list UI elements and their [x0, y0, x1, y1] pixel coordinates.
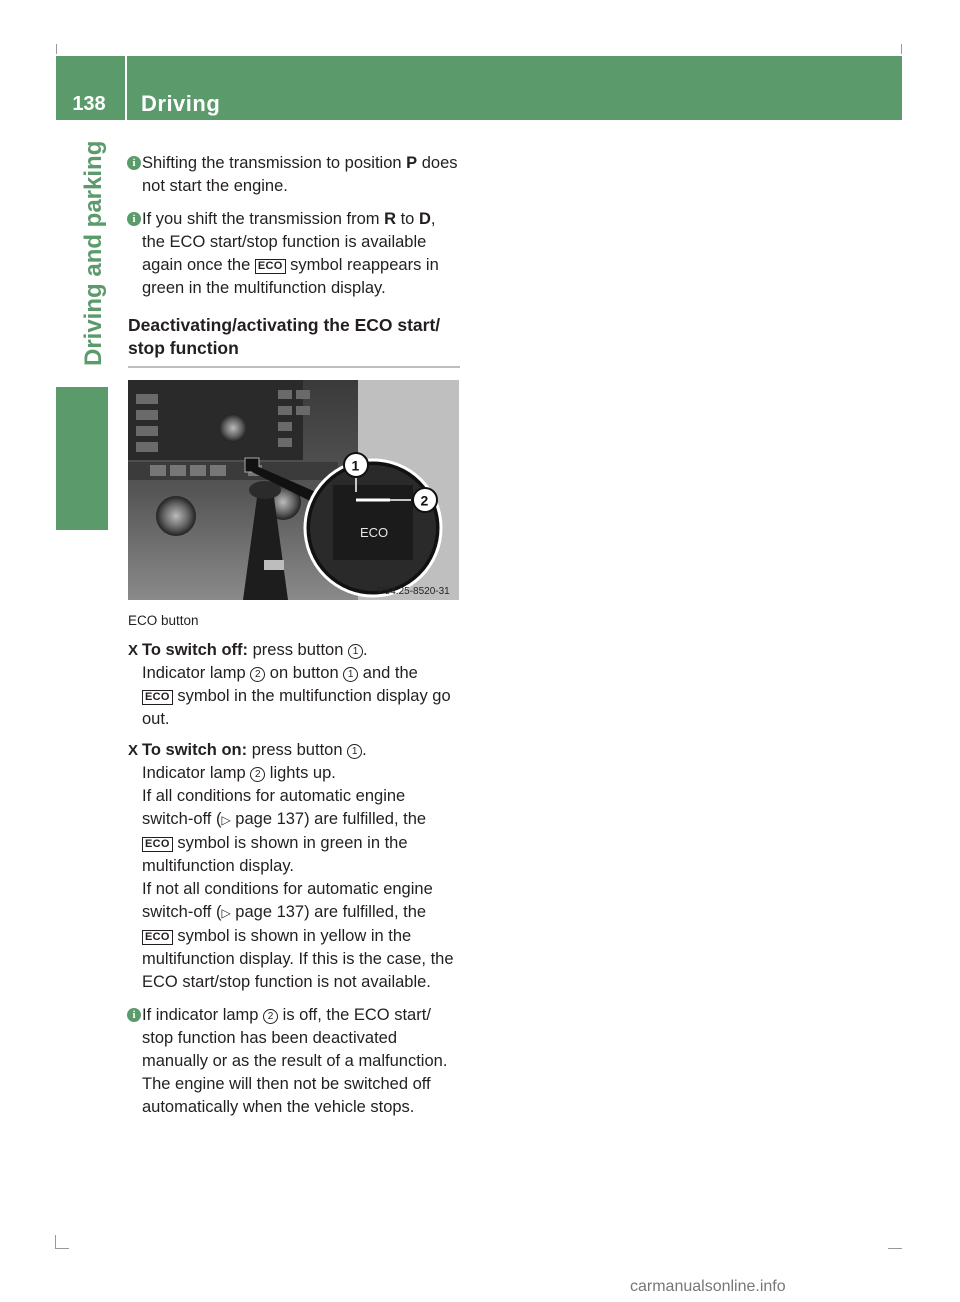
page-ref-arrow-icon: ▷: [221, 813, 231, 827]
crop-mark: [888, 1248, 902, 1249]
side-tab-label: Driving and parking: [80, 140, 107, 366]
figure-caption: ECO button: [128, 613, 199, 628]
section-title: Driving: [141, 91, 221, 116]
step-marker-icon: X: [128, 642, 139, 659]
number-1-icon: 1: [347, 744, 362, 759]
header-separator: [125, 56, 127, 120]
info-note: i If indicator lamp 2 is off, the ECO start/ stop function has been deactivated manually or as the result of a malfunction. The engine will then not be switched off automatically when the vehicle stops.: [128, 1004, 460, 1119]
instruction-step-switch-off: X To switch off: press button 1 . Indicator lamp 2 on button 1 and the ECO symbol in the multifunction display go out.: [128, 641, 451, 728]
crop-mark: [55, 1235, 56, 1249]
callout-1: 1: [351, 457, 360, 474]
number-2-icon: 2: [263, 1009, 278, 1024]
figure-eco-label: ECO: [360, 525, 389, 540]
step-marker-icon: X: [128, 742, 139, 759]
instruction-step-switch-on: X To switch on: press button 1 . Indicator lamp 2 lights up. If all conditions for automatic engine switch-off (▷ page 137) are fulfilled, the ECO symbol is shown in green in the multifunction display. If not all conditions for automatic engine switch-off (▷ page 137) are fulfilled, the ECO symbol is shown in yellow in the multifunction display. If this is the case, the ECO start/stop function is not available.: [128, 739, 460, 994]
page-number: 138: [72, 93, 106, 115]
section-heading: Deactivating/activating the ECO start/ stop function: [128, 314, 460, 368]
main-content: [128, 152, 460, 1129]
number-2-icon: 2: [250, 767, 265, 782]
eco-symbol-icon: ECO: [142, 837, 173, 852]
number-1-icon: 1: [348, 644, 363, 659]
callout-2: 2: [420, 492, 429, 509]
dashboard-illustration: [128, 380, 459, 600]
paragraph: If not all conditions for automatic engine switch-off (▷ page 137) are fulfilled, the ECO symbol is shown in yellow in the multifunction display. If this is the case, the ECO start/stop function is not available.: [142, 880, 454, 991]
eco-symbol-icon: ECO: [142, 930, 173, 945]
number-1-icon: 1: [343, 667, 358, 682]
info-icon: i: [127, 212, 141, 226]
eco-button-photo: [128, 380, 459, 600]
eco-symbol-icon: ECO: [255, 259, 286, 274]
info-icon: i: [127, 1008, 141, 1022]
info-note: i Shifting the transmission to position P does not start the engine.: [128, 152, 460, 198]
info-note: i If you shift the transmission from R to D, the ECO start/stop function is available again once the ECO symbol reappears in green in the multifunction display.: [128, 208, 460, 300]
number-2-icon: 2: [250, 667, 265, 682]
info-icon: i: [127, 156, 141, 170]
page-ref-arrow-icon: ▷: [221, 906, 231, 920]
crop-mark: [56, 44, 57, 54]
figure-ref-code: P54.25-8520-31: [378, 586, 450, 597]
eco-symbol-icon: ECO: [142, 690, 173, 705]
crop-mark: [901, 44, 902, 54]
footer-watermark: carmanualsonline.info: [630, 1278, 786, 1295]
side-tab-marker: [56, 387, 108, 530]
paragraph: If all conditions for automatic engine switch-off (▷ page 137) are fulfilled, the ECO symbol is shown in green in the multifunction display.: [142, 787, 427, 875]
crop-mark: [55, 1248, 69, 1249]
